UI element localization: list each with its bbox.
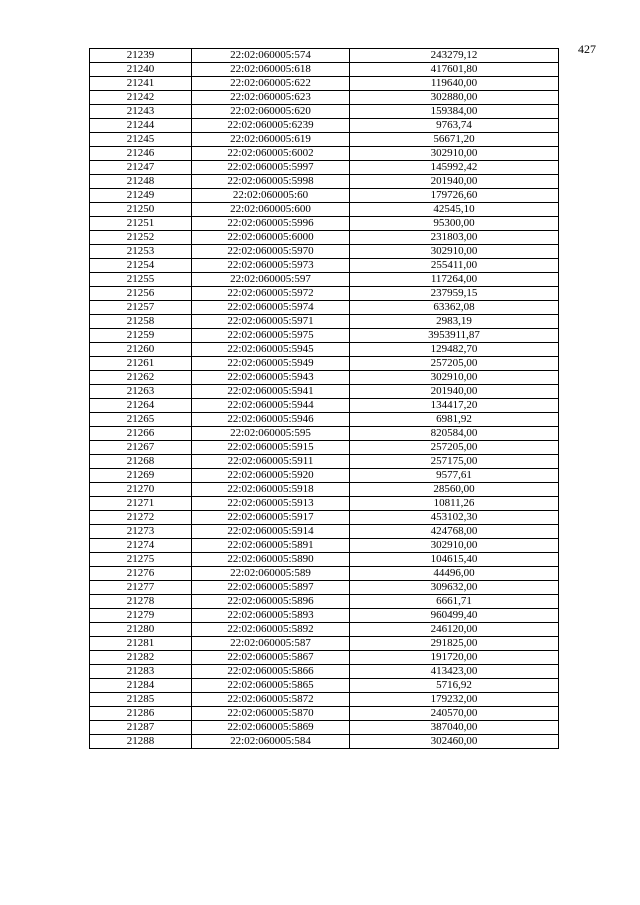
- value-cell: 129482,70: [350, 343, 559, 357]
- table-row: [90, 469, 559, 483]
- cadastral-number-cell: 22:02:060005:622: [192, 77, 350, 91]
- value-cell: 191720,00: [350, 651, 559, 665]
- row-number-cell: 21275: [90, 553, 192, 567]
- table-row: [90, 399, 559, 413]
- cadastral-number-cell: 22:02:060005:5996: [192, 217, 350, 231]
- cadastral-number-cell: 22:02:060005:5896: [192, 595, 350, 609]
- cadastral-number-cell: 22:02:060005:5893: [192, 609, 350, 623]
- value-cell: 302910,00: [350, 147, 559, 161]
- row-number-cell: 21239: [90, 49, 192, 63]
- table-row: [90, 371, 559, 385]
- value-cell: 179726,60: [350, 189, 559, 203]
- value-cell: 117264,00: [350, 273, 559, 287]
- value-cell: 243279,12: [350, 49, 559, 63]
- page-number: 427: [578, 42, 596, 56]
- table-row: [90, 623, 559, 637]
- table-row: [90, 273, 559, 287]
- table-row: [90, 581, 559, 595]
- row-number-cell: 21267: [90, 441, 192, 455]
- table-row: [90, 609, 559, 623]
- table-row: [90, 651, 559, 665]
- table-row: [90, 553, 559, 567]
- value-cell: 302880,00: [350, 91, 559, 105]
- row-number-cell: 21241: [90, 77, 192, 91]
- table-row: [90, 721, 559, 735]
- cadastral-number-cell: 22:02:060005:5915: [192, 441, 350, 455]
- cadastral-number-cell: 22:02:060005:5970: [192, 245, 350, 259]
- value-cell: 240570,00: [350, 707, 559, 721]
- value-cell: 387040,00: [350, 721, 559, 735]
- row-number-cell: 21277: [90, 581, 192, 595]
- table-row: [90, 679, 559, 693]
- cadastral-number-cell: 22:02:060005:60: [192, 189, 350, 203]
- table-row: [90, 315, 559, 329]
- value-cell: 10811,26: [350, 497, 559, 511]
- value-cell: 413423,00: [350, 665, 559, 679]
- value-cell: 291825,00: [350, 637, 559, 651]
- value-cell: 159384,00: [350, 105, 559, 119]
- table-row: [90, 119, 559, 133]
- cadastral-number-cell: 22:02:060005:5975: [192, 329, 350, 343]
- table-row: [90, 217, 559, 231]
- row-number-cell: 21265: [90, 413, 192, 427]
- row-number-cell: 21244: [90, 119, 192, 133]
- table-row: [90, 203, 559, 217]
- row-number-cell: 21268: [90, 455, 192, 469]
- table-row: [90, 175, 559, 189]
- cadastral-number-cell: 22:02:060005:5941: [192, 385, 350, 399]
- value-cell: 28560,00: [350, 483, 559, 497]
- cadastral-number-cell: 22:02:060005:589: [192, 567, 350, 581]
- value-cell: 3953911,87: [350, 329, 559, 343]
- row-number-cell: 21273: [90, 525, 192, 539]
- cadastral-number-cell: 22:02:060005:597: [192, 273, 350, 287]
- value-cell: 302910,00: [350, 539, 559, 553]
- value-cell: 119640,00: [350, 77, 559, 91]
- value-cell: 960499,40: [350, 609, 559, 623]
- row-number-cell: 21240: [90, 63, 192, 77]
- row-number-cell: 21266: [90, 427, 192, 441]
- cadastral-number-cell: 22:02:060005:5914: [192, 525, 350, 539]
- cadastral-number-cell: 22:02:060005:5911: [192, 455, 350, 469]
- row-number-cell: 21249: [90, 189, 192, 203]
- table-row: [90, 665, 559, 679]
- value-cell: 95300,00: [350, 217, 559, 231]
- table-row: [90, 343, 559, 357]
- table-row: [90, 567, 559, 581]
- value-cell: 63362,08: [350, 301, 559, 315]
- cadastral-number-cell: 22:02:060005:5949: [192, 357, 350, 371]
- row-number-cell: 21256: [90, 287, 192, 301]
- cadastral-number-cell: 22:02:060005:5867: [192, 651, 350, 665]
- table-row: [90, 49, 559, 63]
- cadastral-number-cell: 22:02:060005:5945: [192, 343, 350, 357]
- cadastral-number-cell: 22:02:060005:595: [192, 427, 350, 441]
- row-number-cell: 21243: [90, 105, 192, 119]
- row-number-cell: 21250: [90, 203, 192, 217]
- table-row: [90, 707, 559, 721]
- value-cell: 201940,00: [350, 385, 559, 399]
- row-number-cell: 21272: [90, 511, 192, 525]
- cadastral-number-cell: 22:02:060005:584: [192, 735, 350, 749]
- value-cell: 255411,00: [350, 259, 559, 273]
- row-number-cell: 21276: [90, 567, 192, 581]
- table-row: [90, 147, 559, 161]
- cadastral-number-cell: 22:02:060005:5872: [192, 693, 350, 707]
- table-row: [90, 693, 559, 707]
- value-cell: 5716,92: [350, 679, 559, 693]
- row-number-cell: 21245: [90, 133, 192, 147]
- table-row: [90, 77, 559, 91]
- cadastral-number-cell: 22:02:060005:5946: [192, 413, 350, 427]
- cadastral-number-cell: 22:02:060005:5913: [192, 497, 350, 511]
- row-number-cell: 21257: [90, 301, 192, 315]
- row-number-cell: 21251: [90, 217, 192, 231]
- row-number-cell: 21242: [90, 91, 192, 105]
- value-cell: 56671,20: [350, 133, 559, 147]
- cadastral-number-cell: 22:02:060005:5998: [192, 175, 350, 189]
- cadastral-number-cell: 22:02:060005:5944: [192, 399, 350, 413]
- cadastral-number-cell: 22:02:060005:6002: [192, 147, 350, 161]
- value-cell: 104615,40: [350, 553, 559, 567]
- table-row: [90, 735, 559, 749]
- value-cell: 820584,00: [350, 427, 559, 441]
- row-number-cell: 21283: [90, 665, 192, 679]
- value-cell: 257205,00: [350, 441, 559, 455]
- row-number-cell: 21274: [90, 539, 192, 553]
- cadastral-number-cell: 22:02:060005:5971: [192, 315, 350, 329]
- table-row: [90, 385, 559, 399]
- value-cell: 237959,15: [350, 287, 559, 301]
- value-cell: 453102,30: [350, 511, 559, 525]
- cadastral-number-cell: 22:02:060005:5866: [192, 665, 350, 679]
- table-body: [90, 49, 559, 749]
- table-row: [90, 259, 559, 273]
- row-number-cell: 21264: [90, 399, 192, 413]
- table-row: [90, 133, 559, 147]
- row-number-cell: 21285: [90, 693, 192, 707]
- row-number-cell: 21288: [90, 735, 192, 749]
- row-number-cell: 21260: [90, 343, 192, 357]
- row-number-cell: 21248: [90, 175, 192, 189]
- table-row: [90, 189, 559, 203]
- value-cell: 179232,00: [350, 693, 559, 707]
- table-row: [90, 301, 559, 315]
- table-row: [90, 287, 559, 301]
- cadastral-number-cell: 22:02:060005:5973: [192, 259, 350, 273]
- table-row: [90, 441, 559, 455]
- row-number-cell: 21280: [90, 623, 192, 637]
- value-cell: 231803,00: [350, 231, 559, 245]
- value-cell: 424768,00: [350, 525, 559, 539]
- value-cell: 417601,80: [350, 63, 559, 77]
- table-row: [90, 91, 559, 105]
- row-number-cell: 21255: [90, 273, 192, 287]
- value-cell: 201940,00: [350, 175, 559, 189]
- value-cell: 134417,20: [350, 399, 559, 413]
- cadastral-number-cell: 22:02:060005:5920: [192, 469, 350, 483]
- row-number-cell: 21281: [90, 637, 192, 651]
- cadastral-number-cell: 22:02:060005:623: [192, 91, 350, 105]
- row-number-cell: 21278: [90, 595, 192, 609]
- table-row: [90, 329, 559, 343]
- cadastral-table: [89, 48, 559, 749]
- table-row: [90, 413, 559, 427]
- row-number-cell: 21261: [90, 357, 192, 371]
- value-cell: 6661,71: [350, 595, 559, 609]
- row-number-cell: 21284: [90, 679, 192, 693]
- cadastral-number-cell: 22:02:060005:6000: [192, 231, 350, 245]
- cadastral-number-cell: 22:02:060005:5897: [192, 581, 350, 595]
- cadastral-number-cell: 22:02:060005:619: [192, 133, 350, 147]
- row-number-cell: 21262: [90, 371, 192, 385]
- cadastral-number-cell: 22:02:060005:600: [192, 203, 350, 217]
- cadastral-number-cell: 22:02:060005:618: [192, 63, 350, 77]
- table-row: [90, 63, 559, 77]
- cadastral-number-cell: 22:02:060005:5943: [192, 371, 350, 385]
- cadastral-number-cell: 22:02:060005:5869: [192, 721, 350, 735]
- value-cell: 9577,61: [350, 469, 559, 483]
- value-cell: 302910,00: [350, 371, 559, 385]
- table-row: [90, 483, 559, 497]
- row-number-cell: 21252: [90, 231, 192, 245]
- row-number-cell: 21287: [90, 721, 192, 735]
- cadastral-number-cell: 22:02:060005:6239: [192, 119, 350, 133]
- cadastral-number-cell: 22:02:060005:574: [192, 49, 350, 63]
- row-number-cell: 21270: [90, 483, 192, 497]
- cadastral-number-cell: 22:02:060005:620: [192, 105, 350, 119]
- cadastral-number-cell: 22:02:060005:5891: [192, 539, 350, 553]
- cadastral-number-cell: 22:02:060005:5870: [192, 707, 350, 721]
- cadastral-number-cell: 22:02:060005:5918: [192, 483, 350, 497]
- value-cell: 302460,00: [350, 735, 559, 749]
- value-cell: 2983,19: [350, 315, 559, 329]
- cadastral-number-cell: 22:02:060005:5974: [192, 301, 350, 315]
- table-row: [90, 357, 559, 371]
- cadastral-number-cell: 22:02:060005:5972: [192, 287, 350, 301]
- table-row: [90, 455, 559, 469]
- cadastral-number-cell: 22:02:060005:5890: [192, 553, 350, 567]
- row-number-cell: 21282: [90, 651, 192, 665]
- value-cell: 6981,92: [350, 413, 559, 427]
- value-cell: 302910,00: [350, 245, 559, 259]
- value-cell: 44496,00: [350, 567, 559, 581]
- value-cell: 145992,42: [350, 161, 559, 175]
- row-number-cell: 21271: [90, 497, 192, 511]
- row-number-cell: 21246: [90, 147, 192, 161]
- table-row: [90, 539, 559, 553]
- value-cell: 309632,00: [350, 581, 559, 595]
- value-cell: 9763,74: [350, 119, 559, 133]
- value-cell: 257175,00: [350, 455, 559, 469]
- row-number-cell: 21263: [90, 385, 192, 399]
- table-row: [90, 497, 559, 511]
- table-row: [90, 595, 559, 609]
- value-cell: 42545,10: [350, 203, 559, 217]
- value-cell: 257205,00: [350, 357, 559, 371]
- cadastral-number-cell: 22:02:060005:587: [192, 637, 350, 651]
- row-number-cell: 21286: [90, 707, 192, 721]
- row-number-cell: 21259: [90, 329, 192, 343]
- table-row: [90, 245, 559, 259]
- cadastral-number-cell: 22:02:060005:5865: [192, 679, 350, 693]
- value-cell: 246120,00: [350, 623, 559, 637]
- row-number-cell: 21258: [90, 315, 192, 329]
- row-number-cell: 21269: [90, 469, 192, 483]
- table-row: [90, 231, 559, 245]
- row-number-cell: 21279: [90, 609, 192, 623]
- cadastral-number-cell: 22:02:060005:5892: [192, 623, 350, 637]
- table-row: [90, 637, 559, 651]
- table-row: [90, 161, 559, 175]
- table-row: [90, 105, 559, 119]
- row-number-cell: 21253: [90, 245, 192, 259]
- table-row: [90, 511, 559, 525]
- table-row: [90, 427, 559, 441]
- row-number-cell: 21254: [90, 259, 192, 273]
- table-row: [90, 525, 559, 539]
- cadastral-number-cell: 22:02:060005:5917: [192, 511, 350, 525]
- cadastral-number-cell: 22:02:060005:5997: [192, 161, 350, 175]
- row-number-cell: 21247: [90, 161, 192, 175]
